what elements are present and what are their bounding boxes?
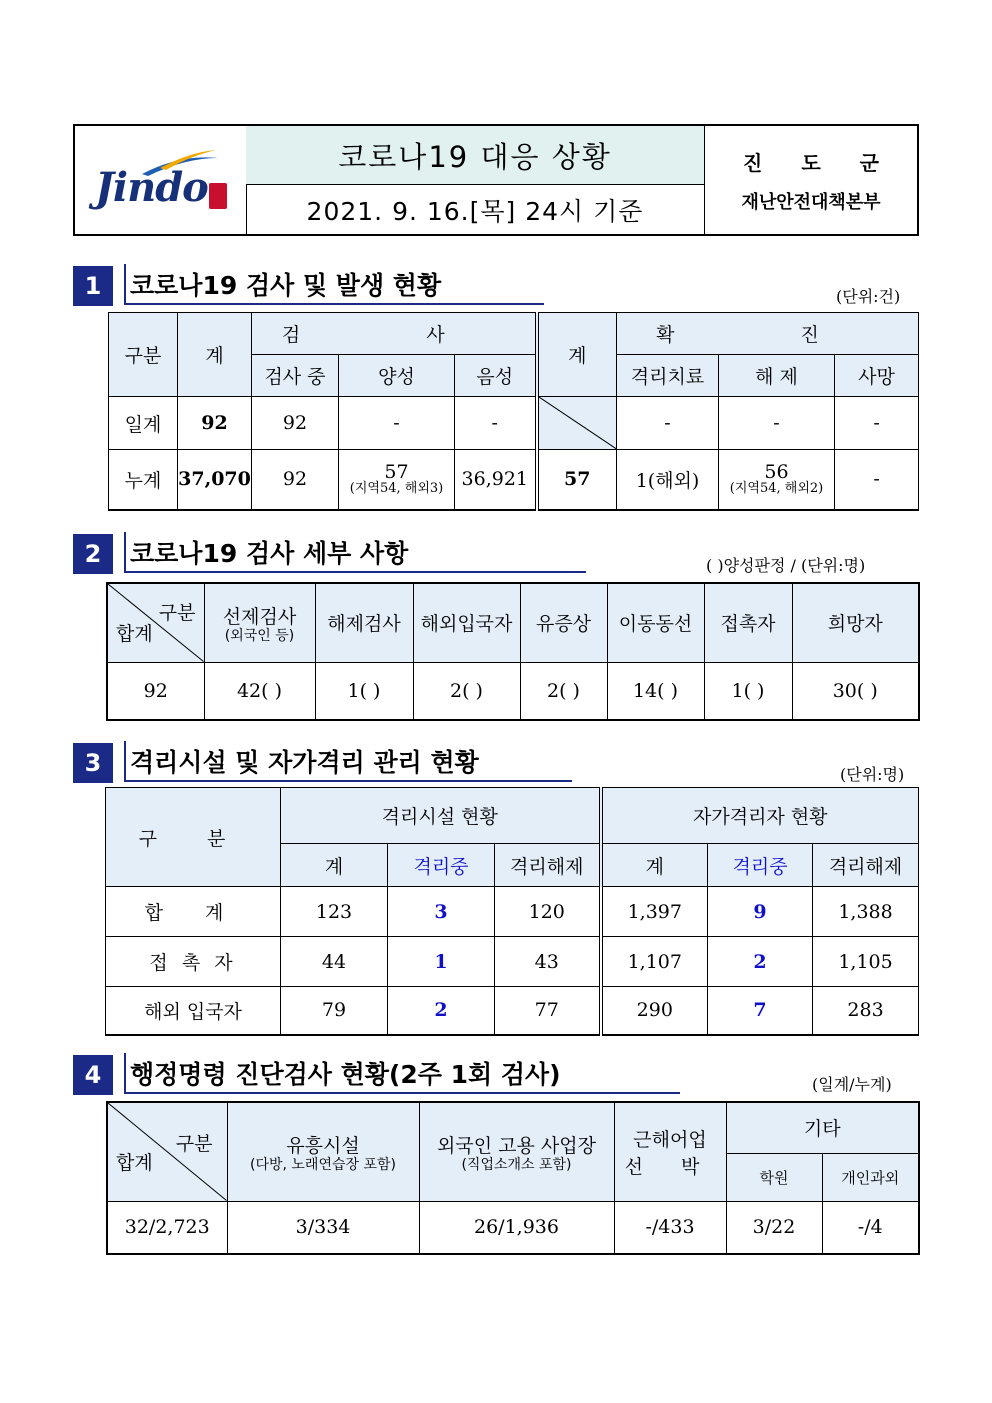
cell-self-total: 1,397: [601, 887, 708, 937]
header-death: 사망: [835, 355, 919, 397]
cell-total: 37,070: [178, 450, 252, 510]
cell-release: -: [719, 397, 835, 450]
header-foreign-note: (직업소개소 포함): [461, 1157, 572, 1174]
header-facility-total: 계: [281, 844, 388, 887]
table-row: [106, 887, 919, 937]
header-testing: 검사 중: [252, 355, 339, 397]
header-positive: 양성: [339, 355, 455, 397]
table-row: [107, 662, 919, 720]
cell-facility-in: 3: [388, 887, 495, 937]
cell-route: 14( ): [607, 662, 704, 720]
cell-foreign-workplace: 26/1,936: [419, 1201, 614, 1254]
header-box: [73, 124, 919, 236]
section-2-unit: ( )양성판정 / (단위:명): [706, 556, 866, 575]
table-row: [109, 450, 919, 510]
cell-facility-in: 1: [388, 937, 495, 987]
org-dept: 재난안전대책본부: [741, 191, 881, 213]
cell-academy: 3/22: [726, 1201, 822, 1254]
cell-positive: -: [339, 397, 455, 450]
header-wish: 희망자: [792, 583, 919, 662]
section-1-unit: (단위:건): [836, 287, 901, 306]
cell-tutor: -/4: [822, 1201, 919, 1254]
cell-release: [719, 450, 835, 510]
header-entertainment-note: (다방, 노래연습장 포함): [250, 1157, 396, 1174]
cell-isolation: 1(해외): [617, 450, 719, 510]
admin-order-table: [106, 1101, 920, 1255]
release-note: (지역54, 해외2): [729, 481, 824, 497]
section-1-number: 1: [73, 266, 113, 306]
header-total-confirmed: 계: [537, 313, 617, 397]
release-value: 56: [764, 461, 789, 484]
header-route: 이동동선: [607, 583, 704, 662]
header-entertainment-label: 유흥시설: [286, 1135, 360, 1158]
cell-sum: 92: [107, 662, 204, 720]
header-ship-label-1: 근해어업: [633, 1128, 707, 1151]
cell-self-out: 1,105: [813, 937, 919, 987]
cell-release-test: 1( ): [315, 662, 413, 720]
test-status-table: [108, 312, 919, 511]
cell-self-in: 7: [708, 987, 813, 1035]
header-facility-out: 격리해제: [495, 844, 601, 887]
header-sum: 합계: [116, 622, 153, 645]
header-preemptive: [204, 583, 315, 662]
cell-facility-out: 120: [495, 887, 601, 937]
report-date: 2021. 9. 16.[목] 24시 기준: [306, 196, 644, 226]
header-negative: 음성: [455, 355, 537, 397]
header-self-in: 격리중: [708, 844, 813, 887]
cell-sum: 32/2,723: [107, 1201, 227, 1254]
cell-diagonal: [537, 397, 617, 450]
header-academy: 학원: [726, 1153, 822, 1201]
header-tutor: 개인과외: [822, 1153, 919, 1201]
cell-self-total: 1,107: [601, 937, 708, 987]
cell-symptom: 2( ): [520, 662, 607, 720]
cell-isolation: -: [617, 397, 719, 450]
header-test: 검 사: [252, 313, 537, 355]
header-gubun: 구분: [158, 602, 196, 624]
cell-self-out: 1,388: [813, 887, 919, 937]
test-detail-table: [106, 582, 920, 721]
section-3-unit: (단위:명): [840, 765, 905, 784]
cell-testing: 92: [252, 397, 339, 450]
cell-facility-total: 44: [281, 937, 388, 987]
header-ship-label-2: 선 박: [624, 1155, 716, 1178]
positive-note: (지역54, 해외3): [349, 481, 444, 497]
cell-negative: -: [455, 397, 537, 450]
table-row: [107, 1201, 919, 1254]
org-name: 진 도 군: [743, 150, 895, 175]
header-self-quarantine: 자가격리자 현황: [601, 788, 919, 844]
cell-testing: 92: [252, 450, 339, 510]
header-entertainment: [227, 1102, 419, 1201]
header-self-total: 계: [601, 844, 708, 887]
row-label: 해외 입국자: [106, 987, 281, 1035]
section-2-title: 코로나19 검사 세부 사항: [124, 532, 586, 573]
cell-self-in: 9: [708, 887, 813, 937]
cell-total: 92: [178, 397, 252, 450]
cell-self-in: 2: [708, 937, 813, 987]
cell-facility-in: 2: [388, 987, 495, 1035]
header-release-test: 해제검사: [315, 583, 413, 662]
cell-preemptive: 42( ): [204, 662, 315, 720]
header-facility: 격리시설 현황: [281, 788, 601, 844]
cell-total-confirmed: 57: [537, 450, 617, 510]
positive-value: 57: [384, 461, 409, 484]
header-overseas: 해외입국자: [413, 583, 520, 662]
cell-facility-out: 43: [495, 937, 601, 987]
row-label: 누계: [109, 450, 178, 510]
section-3-number: 3: [73, 743, 113, 783]
cell-self-out: 283: [813, 987, 919, 1035]
header-preemptive-note: (외국인 등): [224, 628, 295, 645]
cell-facility-total: 79: [281, 987, 388, 1035]
cell-self-total: 290: [601, 987, 708, 1035]
table-row: [106, 987, 919, 1035]
header-self-out: 격리해제: [813, 844, 919, 887]
logo-seal-icon: [209, 183, 227, 209]
cell-facility-out: 77: [495, 987, 601, 1035]
header-gubun: 구분: [175, 1133, 213, 1155]
header-symptom: 유증상: [520, 583, 607, 662]
table-row: [109, 397, 919, 450]
logo-text: Jindo: [95, 164, 208, 211]
table-row: [106, 937, 919, 987]
cell-wish: 30( ): [792, 662, 919, 720]
section-2-number: 2: [73, 534, 113, 574]
header-isolation: 격리치료: [617, 355, 719, 397]
cell-death: -: [835, 397, 919, 450]
section-3-title: 격리시설 및 자가격리 관리 현황: [124, 741, 572, 782]
row-label: 합 계: [106, 887, 281, 937]
page-title: 코로나19 대응 상황: [246, 126, 704, 185]
header-ship: [614, 1102, 726, 1201]
header-confirmed: 확 진: [617, 313, 919, 355]
header-preemptive-label: 선제검사: [222, 606, 297, 629]
cell-ship: -/433: [614, 1201, 726, 1254]
header-facility-in: 격리중: [388, 844, 495, 887]
section-1-title: 코로나19 검사 및 발생 현황: [124, 264, 544, 305]
header-total: 계: [178, 313, 252, 397]
header-sum: 합계: [116, 1151, 153, 1174]
section-4-title: 행정명령 진단검사 현황(2주 1회 검사): [124, 1053, 680, 1094]
header-contact: 접촉자: [704, 583, 792, 662]
quarantine-table: [105, 787, 919, 1036]
cell-entertainment: 3/334: [227, 1201, 419, 1254]
row-label: 접 촉 자: [106, 937, 281, 987]
header-foreign-label: 외국인 고용 사업장: [437, 1135, 596, 1158]
header-diagonal: [107, 583, 204, 662]
cell-contact: 1( ): [704, 662, 792, 720]
cell-overseas: 2( ): [413, 662, 520, 720]
header-foreign-workplace: [419, 1102, 614, 1201]
header-gubun: 구 분: [106, 788, 281, 887]
header-diagonal: [107, 1102, 227, 1201]
header-release: 해 제: [719, 355, 835, 397]
cell-negative: 36,921: [455, 450, 537, 510]
row-label: 일계: [109, 397, 178, 450]
header-gubun: 구분: [109, 313, 178, 397]
cell-facility-total: 123: [281, 887, 388, 937]
cell-positive: [339, 450, 455, 510]
section-4-number: 4: [73, 1055, 113, 1095]
jindo-logo: [75, 126, 247, 234]
header-etc: 기타: [726, 1102, 919, 1153]
cell-death: -: [835, 450, 919, 510]
section-4-unit: (일계/누계): [812, 1075, 892, 1094]
